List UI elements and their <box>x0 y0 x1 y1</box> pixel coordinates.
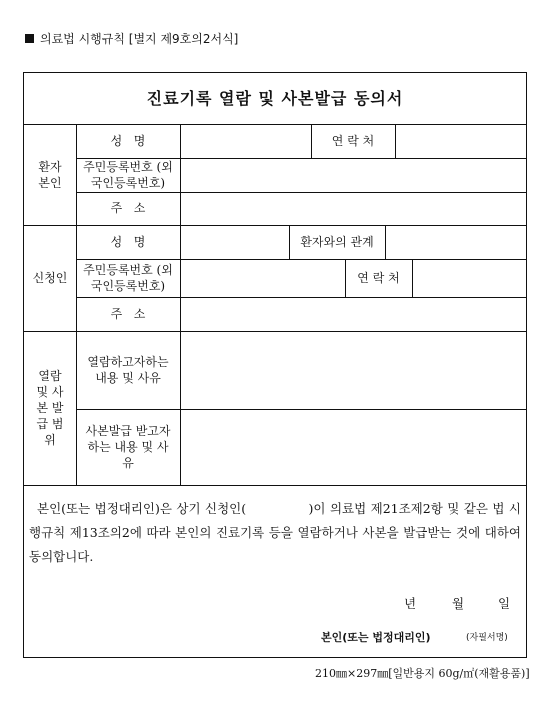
patient-address-field[interactable] <box>180 192 526 225</box>
applicant-relation-field[interactable] <box>385 225 526 259</box>
applicant-address-field[interactable] <box>180 297 526 331</box>
patient-contact-label: 연 락 처 <box>331 134 375 149</box>
form-title: 진료기록 열람 및 사본발급 동의서 <box>24 73 526 125</box>
patient-id-field[interactable] <box>180 158 526 192</box>
applicant-id-label: 주민등록번호 (외국인등록번호) <box>83 262 173 293</box>
consent-form <box>23 72 527 658</box>
date-month-label: 월 <box>452 596 465 611</box>
date-day-label: 일 <box>498 596 511 611</box>
purpose-group-label: 열람 및 사본 발급 범위 <box>36 368 64 448</box>
patient-group-label: 환자 본인 <box>38 159 62 190</box>
applicant-contact-field[interactable] <box>412 259 526 297</box>
applicant-address-label: 주 소 <box>110 306 146 321</box>
patient-name-label: 성 명 <box>110 134 146 149</box>
signer-label: 본인(또는 법정대리인) <box>321 631 431 644</box>
patient-contact-field[interactable] <box>395 125 526 158</box>
applicant-relation-label: 환자와의 관계 <box>300 234 374 249</box>
applicant-name-field[interactable] <box>180 225 289 259</box>
patient-address-label: 주 소 <box>110 201 146 216</box>
applicant-group-label: 신청인 <box>32 270 68 285</box>
form-header <box>25 30 238 47</box>
applicant-id-field[interactable] <box>180 259 345 297</box>
paper-spec-footer: 210㎜×297㎜[일반용지 60g/㎡(재활용품)] <box>315 667 530 680</box>
date-year-label: 년 <box>404 596 417 611</box>
patient-id-label: 주민등록번호 (외국인등록번호) <box>83 159 173 190</box>
form-header-text: 의료법 시행규칙 [별지 제9호의2서식] <box>40 32 239 46</box>
applicant-contact-label: 연 락 처 <box>357 270 400 285</box>
consent-statement: 본인(또는 법정대리인)은 상기 신청인( )이 의료법 제21조제2항 및 같은 법 시행규칙 제13조의2에 따라 본인의 진료기록 등을 열람하거나 사본을 발급받는 것에 대하여 동의합니다. <box>29 501 525 564</box>
view-purpose-label: 열람하고자하는 내용 및 사유 <box>87 354 169 385</box>
signature-hint: (자필서명) <box>466 633 508 643</box>
square-bullet-icon <box>25 34 34 43</box>
patient-name-field[interactable] <box>180 125 311 158</box>
applicant-name-label: 성 명 <box>110 234 146 249</box>
copy-purpose-field[interactable] <box>180 409 526 485</box>
copy-purpose-label: 사본발급 받고자 하는 내용 및 사유 <box>85 423 171 471</box>
view-purpose-field[interactable] <box>180 331 526 409</box>
